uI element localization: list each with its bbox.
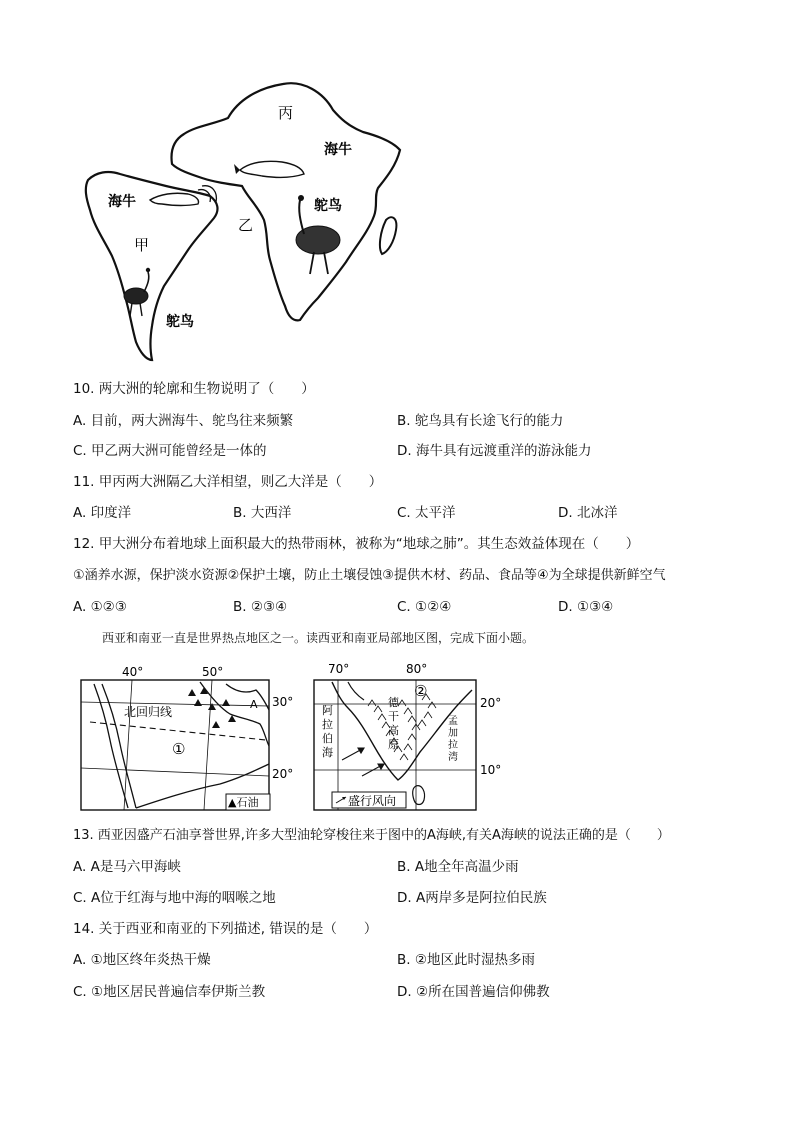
q13-option-b[interactable]: B. A地全年高温少雨 bbox=[397, 859, 519, 875]
south-asia-map-svg bbox=[312, 660, 508, 812]
west-legend: ▲石油 bbox=[228, 796, 259, 809]
label-yi: 乙 bbox=[238, 216, 254, 234]
bengal-1: 孟 bbox=[448, 716, 458, 727]
section-intro: 西亚和南亚一直是世界热点地区之一。读西亚和南亚局部地区图，完成下面小题。 bbox=[102, 631, 535, 645]
deccan-1: 德 bbox=[388, 696, 399, 709]
deccan-3: 高 bbox=[388, 724, 399, 737]
deccan-2: 干 bbox=[388, 710, 399, 723]
q14-option-a[interactable]: A. ①地区终年炎热干燥 bbox=[73, 952, 211, 968]
west-tropic-label: 北回归线 bbox=[124, 705, 173, 719]
arabian-sea-2: 拉 bbox=[322, 718, 333, 731]
label-bing: 丙 bbox=[278, 104, 294, 122]
q12-statements: ①涵养水源，保护淡水资源②保护土壤，防止土壤侵蚀③提供木材、药品、食品等④为全球提供新鲜空气 bbox=[73, 568, 666, 583]
west-asia-map bbox=[80, 660, 302, 812]
q12-option-b[interactable]: B. ②③④ bbox=[233, 599, 288, 615]
madagascar-outline bbox=[380, 217, 396, 254]
west-point-a: A bbox=[250, 698, 258, 711]
south-lon-80: 80° bbox=[406, 662, 428, 676]
q10-stem: 10. 两大洲的轮廓和生物说明了（ ） bbox=[73, 381, 315, 397]
label-hainiu-africa: 海牛 bbox=[324, 142, 352, 158]
label-jia: 甲 bbox=[134, 236, 150, 254]
continents-map-svg bbox=[78, 70, 418, 365]
south-legend: 盛行风向 bbox=[348, 794, 397, 808]
q14-option-c[interactable]: C. ①地区居民普遍信奉伊斯兰教 bbox=[73, 984, 266, 1000]
q10-option-d[interactable]: D. 海牛具有远渡重洋的游泳能力 bbox=[397, 443, 592, 459]
west-asia-map-svg bbox=[80, 660, 302, 812]
bengal-3: 拉 bbox=[448, 740, 458, 751]
q11-option-a[interactable]: A. 印度洋 bbox=[73, 505, 132, 521]
q13-option-a[interactable]: A. A是马六甲海峡 bbox=[73, 859, 181, 875]
bengal-2: 加 bbox=[448, 728, 458, 739]
west-circle-1: ① bbox=[172, 740, 186, 758]
q10-option-b[interactable]: B. 鸵鸟具有长途飞行的能力 bbox=[397, 413, 564, 429]
q14-option-b[interactable]: B. ②地区此时湿热多雨 bbox=[397, 952, 535, 968]
q10-option-a[interactable]: A. 目前，两大洲海牛、鸵鸟往来频繁 bbox=[73, 413, 294, 429]
label-tuoniao-africa: 鸵鸟 bbox=[314, 198, 342, 214]
q13-stem: 13. 西亚因盛产石油享誉世界,许多大型油轮穿梭往来于图中的A海峡,有关A海峡的说法正确的是（ ） bbox=[73, 828, 670, 843]
oil-field-icons bbox=[188, 687, 236, 728]
south-lat-20: 20° bbox=[480, 696, 502, 710]
q11-option-c[interactable]: C. 太平洋 bbox=[397, 505, 456, 521]
arabian-sea-4: 海 bbox=[322, 746, 333, 759]
q12-stem: 12. 甲大洲分布着地球上面积最大的热带雨林，被称为“地球之肺”。其生态效益体现在（ ） bbox=[73, 536, 640, 552]
west-lat-30: 30° bbox=[272, 695, 294, 709]
q12-option-c[interactable]: C. ①②④ bbox=[397, 599, 452, 615]
south-lon-70: 70° bbox=[328, 662, 350, 676]
q11-stem: 11. 甲丙两大洲隔乙大洋相望，则乙大洋是（ ） bbox=[73, 474, 383, 490]
q14-stem: 14. 关于西亚和南亚的下列描述, 错误的是（ ） bbox=[73, 921, 378, 937]
q12-option-d[interactable]: D. ①③④ bbox=[558, 599, 614, 615]
bengal-4: 湾 bbox=[448, 752, 458, 763]
west-lat-20: 20° bbox=[272, 767, 294, 781]
q12-option-a[interactable]: A. ①②③ bbox=[73, 599, 127, 615]
q13-option-c[interactable]: C. A位于红海与地中海的咽喉之地 bbox=[73, 890, 276, 906]
manatee-africa-icon bbox=[234, 161, 304, 177]
arabian-sea-1: 阿 bbox=[322, 704, 333, 717]
south-asia-map bbox=[312, 660, 508, 812]
q11-option-b[interactable]: B. 大西洋 bbox=[233, 505, 292, 521]
south-circle-2: ② bbox=[414, 682, 428, 700]
label-hainiu-sa: 海牛 bbox=[108, 194, 136, 210]
label-tuoniao-sa: 鸵鸟 bbox=[166, 314, 194, 330]
west-lon-50: 50° bbox=[202, 665, 224, 679]
q13-option-d[interactable]: D. A两岸多是阿拉伯民族 bbox=[397, 890, 547, 906]
q10-option-c[interactable]: C. 甲乙两大洲可能曾经是一体的 bbox=[73, 443, 267, 459]
west-lon-40: 40° bbox=[122, 665, 144, 679]
deccan-4: 原 bbox=[388, 738, 399, 751]
q11-option-d[interactable]: D. 北冰洋 bbox=[558, 505, 618, 521]
q14-option-d[interactable]: D. ②所在国普遍信仰佛教 bbox=[397, 984, 550, 1000]
arabian-sea-3: 伯 bbox=[322, 732, 333, 745]
continents-map bbox=[78, 70, 418, 365]
south-lat-10: 10° bbox=[480, 763, 502, 777]
